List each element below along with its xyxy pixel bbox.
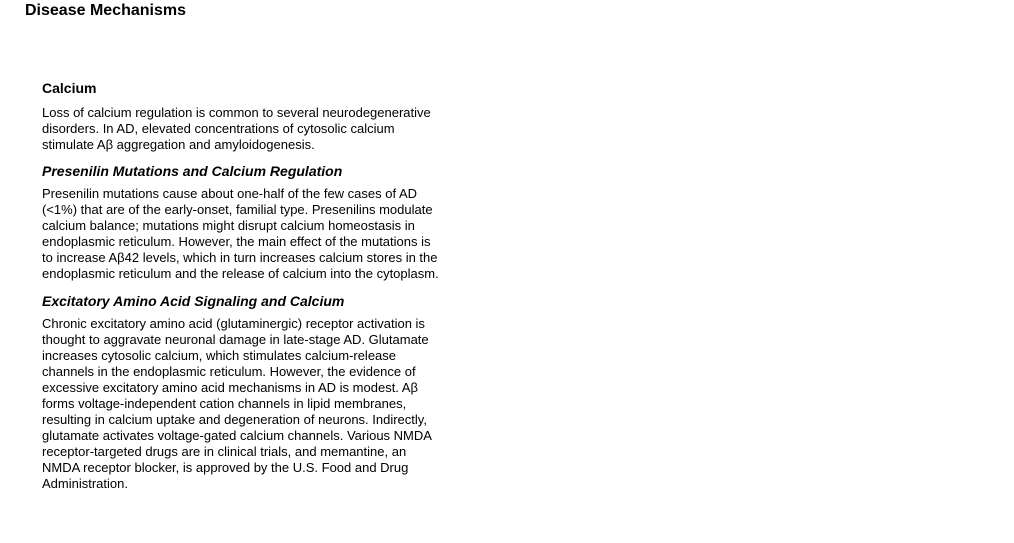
text-line: thought to aggravate neuronal damage in late-stage AD. Glutamate [42,332,429,347]
subheading-excitatory: Excitatory Amino Acid Signaling and Calcium [42,293,345,309]
text-line: disorders. In AD, elevated concentrations of cytosolic calcium [42,121,395,136]
text-line: Administration. [42,476,128,491]
paragraph-calcium [42,105,482,153]
text-line: increases cytosolic calcium, which stimulates calcium-release [42,348,397,363]
subheading-presenilin: Presenilin Mutations and Calcium Regulation [42,163,343,179]
text-line: receptor-targeted drugs are in clinical trials, and memantine, an [42,444,407,459]
text-line: Loss of calcium regulation is common to several neurodegenerative [42,105,431,120]
text-line: forms voltage-independent cation channels in lipid membranes, [42,396,407,411]
text-line: (<1%) that are of the early-onset, familial type. Presenilins modulate [42,202,433,217]
text-line: Chronic excitatory amino acid (glutaminergic) receptor activation is [42,316,425,331]
text-line: calcium balance; mutations might disrupt calcium homeostasis in [42,218,415,233]
text-line: endoplasmic reticulum and the release of calcium into the cytoplasm. [42,266,439,281]
article-body [42,79,482,492]
text-line: channels in the endoplasmic reticulum. However, the evidence of [42,364,416,379]
paragraph-presenilin [42,186,482,282]
text-line: excessive excitatory amino acid mechanisms in AD is modest. Aβ [42,380,418,395]
text-line: endoplasmic reticulum. However, the main effect of the mutations is [42,234,431,249]
text-line: stimulate Aβ aggregation and amyloidogenesis. [42,137,315,152]
text-line: resulting in calcium uptake and degeneration of neurons. Indirectly, [42,412,427,427]
text-line: glutamate activates voltage-gated calcium channels. Various NMDA [42,428,432,443]
paragraph-excitatory [42,316,482,492]
section-heading-calcium: Calcium [42,80,97,96]
text-line: NMDA receptor blocker, is approved by the U.S. Food and Drug [42,460,409,475]
text-line: Presenilin mutations cause about one-half of the few cases of AD [42,186,418,201]
text-line: to increase Aβ42 levels, which in turn increases calcium stores in the [42,250,438,265]
page-title: Disease Mechanisms [25,2,186,19]
